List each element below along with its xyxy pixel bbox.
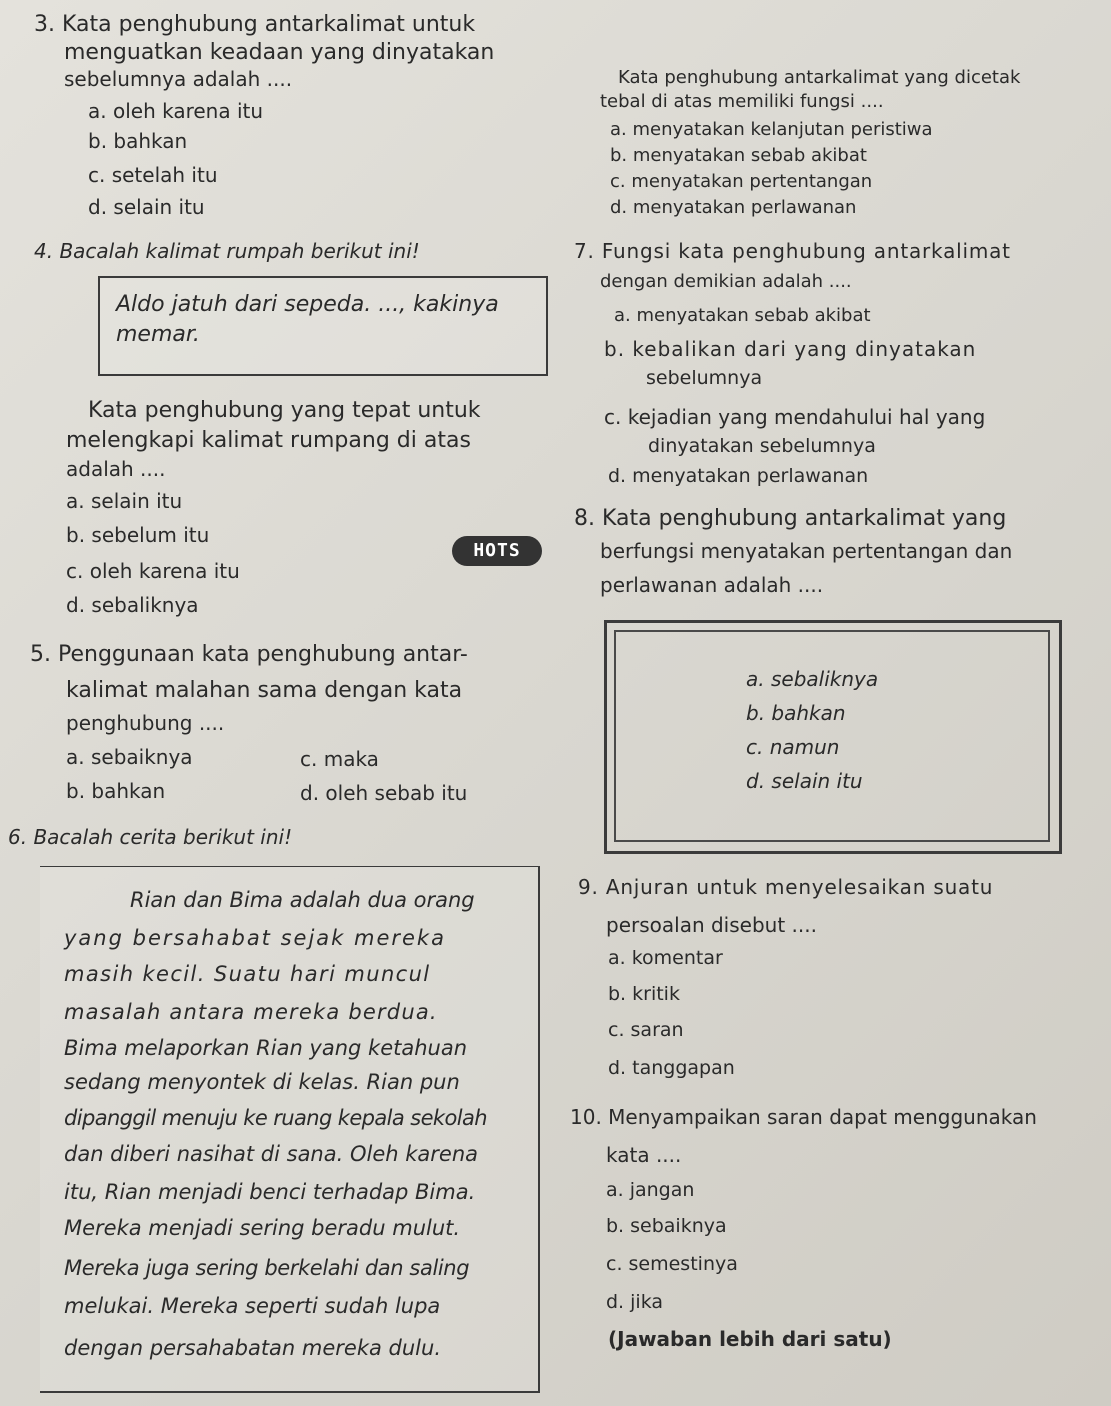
q8-line-3: perlawanan adalah .... — [600, 573, 824, 597]
q4-option-c: c. oleh karena itu — [66, 559, 240, 583]
q3-option-a: a. oleh karena itu — [88, 99, 264, 123]
q10-line-1: 10. Menyampaikan saran dapat menggunakan — [570, 1105, 1037, 1129]
q6-right-option-d: d. menyatakan perlawanan — [610, 197, 857, 218]
q7-option-a: a. menyatakan sebab akibat — [614, 305, 871, 326]
story-line-12: melukai. Mereka seperti sudah lupa — [64, 1294, 441, 1318]
q4-line-1: Kata penghubung yang tepat untuk — [88, 398, 481, 423]
story-line-13: dengan persahabatan mereka dulu. — [64, 1336, 441, 1360]
q7-option-b-cont: sebelumnya — [646, 367, 763, 389]
q3-line-3: sebelumnya adalah .... — [64, 67, 293, 91]
q7-option-c-cont: dinyatakan sebelumnya — [648, 435, 876, 457]
q5-option-c: c. maka — [300, 747, 379, 771]
q7-line-2: dengan demikian adalah .... — [600, 271, 852, 292]
q8-option-b: b. bahkan — [746, 701, 846, 725]
story-line-3: masih kecil. Suatu hari muncul — [64, 962, 431, 986]
q3-option-b: b. bahkan — [88, 129, 188, 153]
q6-right-line-1: Kata penghubung antarkalimat yang dicetak — [618, 67, 1021, 88]
q9-option-b: b. kritik — [608, 983, 680, 1005]
story-line-8: dan diberi nasihat di sana. Oleh karena — [64, 1142, 478, 1166]
q7-option-d: d. menyatakan perlawanan — [608, 465, 869, 487]
q10-option-a: a. jangan — [606, 1179, 695, 1201]
q6-right-line-2: tebal di atas memiliki fungsi .... — [600, 91, 884, 112]
story-line-7: dipanggil menuju ke ruang kepala sekolah — [64, 1106, 487, 1130]
q5-option-a: a. sebaiknya — [66, 745, 193, 769]
q4-box-line-1: Aldo jatuh dari sepeda. ..., kakinya — [116, 292, 499, 317]
q9-option-a: a. komentar — [608, 947, 723, 969]
q4-line-3: adalah .... — [66, 457, 166, 481]
q8-option-d: d. selain itu — [746, 769, 863, 793]
q8-line-2: berfungsi menyatakan pertentangan dan — [600, 539, 1013, 563]
q6-right-option-a: a. menyatakan kelanjutan peristiwa — [610, 119, 933, 140]
story-line-6: sedang menyontek di kelas. Rian pun — [64, 1070, 460, 1094]
q3-option-c: c. setelah itu — [88, 163, 218, 187]
q4-option-d: d. sebaliknya — [66, 593, 199, 617]
q8-option-a: a. sebaliknya — [746, 667, 879, 691]
q9-line-1: 9. Anjuran untuk menyelesaikan suatu — [578, 875, 994, 899]
q3-option-d: d. selain itu — [88, 195, 205, 219]
q8-line-1: 8. Kata penghubung antarkalimat yang — [574, 506, 1007, 531]
q10-note: (Jawaban lebih dari satu) — [608, 1327, 892, 1351]
q4-intro: 4. Bacalah kalimat rumpah berikut ini! — [34, 239, 420, 263]
story-line-4: masalah antara mereka berdua. — [64, 1000, 438, 1024]
q5-option-d: d. oleh sebab itu — [300, 781, 468, 805]
q4-box-line-2: memar. — [116, 322, 200, 347]
q9-option-d: d. tanggapan — [608, 1057, 735, 1079]
q5-line-1: 5. Penggunaan kata penghubung antar- — [30, 642, 468, 667]
q4-line-2: melengkapi kalimat rumpang di atas — [66, 428, 471, 453]
q4-option-b: b. sebelum itu — [66, 523, 210, 547]
q6-intro: 6. Bacalah cerita berikut ini! — [8, 825, 293, 849]
q9-option-c: c. saran — [608, 1019, 684, 1041]
story-line-9: itu, Rian menjadi benci terhadap Bima. — [64, 1180, 476, 1204]
story-line-5: Bima melaporkan Rian yang ketahuan — [64, 1036, 468, 1060]
story-line-10: Mereka menjadi sering beradu mulut. — [64, 1216, 461, 1240]
q9-line-2: persoalan disebut .... — [606, 913, 817, 937]
story-line-11: Mereka juga sering berkelahi dan saling — [64, 1256, 470, 1280]
q5-line-2: kalimat malahan sama dengan kata — [66, 678, 463, 703]
q6-right-option-b: b. menyatakan sebab akibat — [610, 145, 867, 166]
q3-line-2: menguatkan keadaan yang dinyatakan — [64, 40, 495, 65]
q10-option-d: d. jika — [606, 1291, 664, 1313]
q7-option-c: c. kejadian yang mendahului hal yang — [604, 405, 986, 429]
story-line-1: Rian dan Bima adalah dua orang — [130, 888, 475, 912]
q10-option-b: b. sebaiknya — [606, 1215, 727, 1237]
q6-right-option-c: c. menyatakan pertentangan — [610, 171, 873, 192]
q10-line-2: kata .... — [606, 1143, 682, 1167]
q10-option-c: c. semestinya — [606, 1253, 738, 1275]
story-line-2: yang bersahabat sejak mereka — [64, 926, 446, 950]
hots-badge: HOTS — [452, 536, 542, 566]
q5-option-b: b. bahkan — [66, 779, 166, 803]
q5-line-3: penghubung .... — [66, 711, 225, 735]
q3-line-1: 3. Kata penghubung antarkalimat untuk — [34, 12, 476, 37]
q7-option-b: b. kebalikan dari yang dinyatakan — [604, 337, 977, 361]
q7-line-1: 7. Fungsi kata penghubung antarkalimat — [574, 239, 1011, 263]
q4-option-a: a. selain itu — [66, 489, 183, 513]
q8-option-c: c. namun — [746, 735, 840, 759]
